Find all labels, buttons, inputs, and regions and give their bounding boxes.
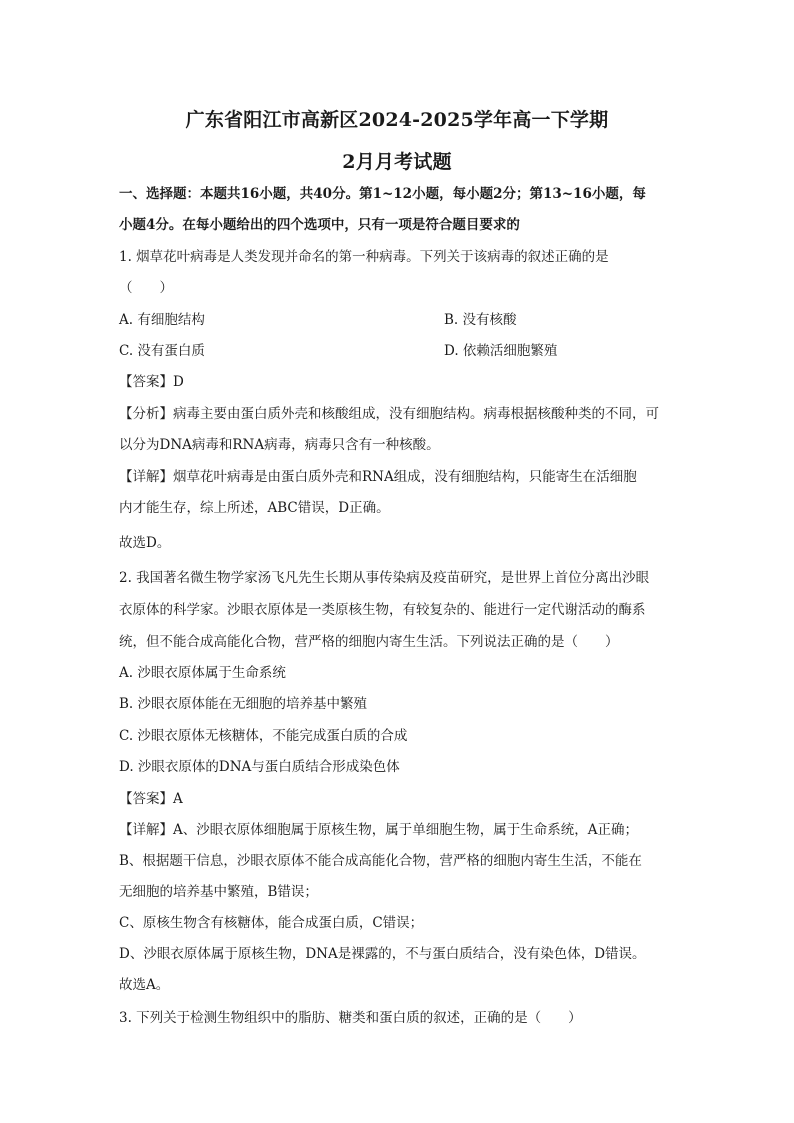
q2-stem-cont1: 衣原体的科学家。沙眼衣原体是一类原核生物，有较复杂的、能进行一定代谢活动的酶系	[119, 602, 646, 618]
q1-answer: 【答案】D	[119, 374, 184, 390]
section-heading: 一、选择题：本题共16小题，共40分。第1~12小题，每小题2分；第13~16小题，每	[119, 186, 646, 202]
q1-option-b: B. 没有核酸	[444, 312, 517, 328]
document-subtitle: 2月月考试题	[342, 151, 452, 173]
q2-detail-b: B、根据题干信息，沙眼衣原体不能合成高能化合物，营严格的细胞内寄生生活，不能在	[119, 853, 642, 869]
q2-detail-d: D、沙眼衣原体属于原核生物，DNA是裸露的，不与蛋白质结合，没有染色体，D错误。	[119, 946, 646, 962]
q2-detail-b-cont: 无细胞的培养基中繁殖，B错误；	[119, 884, 318, 900]
q2-conclusion: 故选A。	[119, 977, 170, 993]
q3-stem: 3. 下列关于检测生物组织中的脂肪、糖类和蛋白质的叙述，正确的是（ ）	[119, 1010, 582, 1026]
q2-answer: 【答案】A	[119, 791, 183, 807]
q2-option-a: A. 沙眼衣原体属于生命系统	[119, 665, 286, 681]
q2-detail-c: C、原核生物含有核糖体，能合成蛋白质，C错误；	[119, 915, 424, 931]
document-title: 广东省阳江市高新区2024-2025学年高一下学期	[185, 109, 609, 131]
q1-analysis-cont: 以分为DNA病毒和RNA病毒，病毒只含有一种核酸。	[119, 437, 440, 453]
q1-analysis: 【分析】病毒主要由蛋白质外壳和核酸组成，没有细胞结构。病毒根据核酸种类的不同，可	[119, 406, 659, 422]
q2-stem-cont2: 统，但不能合成高能化合物，营严格的细胞内寄生生活。下列说法正确的是（ ）	[119, 634, 619, 650]
q1-option-a: A. 有细胞结构	[119, 312, 205, 328]
q2-detail: 【详解】A、沙眼衣原体细胞属于原核生物，属于单细胞生物，属于生命系统，A正确；	[119, 822, 638, 838]
q1-conclusion: 故选D。	[119, 535, 171, 551]
q2-option-c: C. 沙眼衣原体无核糖体，不能完成蛋白质的合成	[119, 728, 408, 744]
q1-option-d: D. 依赖活细胞繁殖	[444, 343, 558, 359]
section-heading-cont: 小题4分。在每小题给出的四个选项中，只有一项是符合题目要求的	[119, 217, 520, 233]
q1-stem-paren: （ ）	[119, 280, 173, 296]
q2-option-d: D. 沙眼衣原体的DNA与蛋白质结合形成染色体	[119, 759, 400, 775]
q1-detail: 【详解】烟草花叶病毒是由蛋白质外壳和RNA组成，没有细胞结构，只能寄生在活细胞	[119, 469, 637, 485]
q2-stem: 2. 我国著名微生物学家汤飞凡先生长期从事传染病及疫苗研究，是世界上首位分离出沙眼	[119, 570, 650, 586]
q1-stem: 1. 烟草花叶病毒是人类发现并命名的第一种病毒。下列关于该病毒的叙述正确的是	[119, 249, 609, 265]
q1-option-c: C. 没有蛋白质	[119, 343, 205, 359]
q1-detail-cont: 内才能生存，综上所述，ABC错误，D正确。	[119, 500, 390, 516]
q2-option-b: B. 沙眼衣原体能在无细胞的培养基中繁殖	[119, 696, 368, 712]
